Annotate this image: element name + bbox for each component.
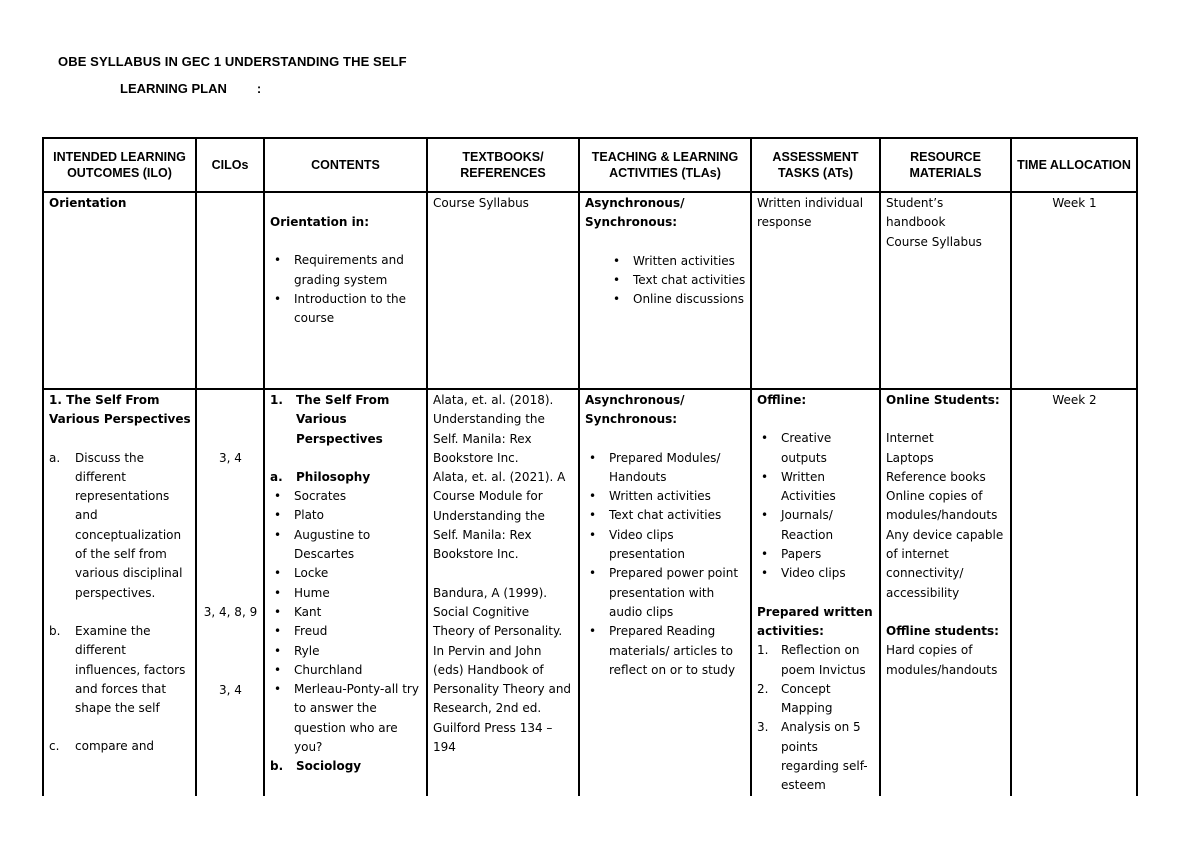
list-item: • Text chat activities bbox=[585, 271, 746, 290]
list-item: 3. Analysis on 5 points regarding self-esteem bbox=[757, 720, 868, 793]
cell-contents bbox=[264, 389, 427, 796]
list-item: • Freud bbox=[270, 622, 422, 641]
list-item: • Socrates bbox=[270, 487, 422, 506]
list-item: Laptops bbox=[886, 450, 934, 465]
header-resources: RESOURCE MATERIALS bbox=[880, 138, 1011, 192]
sociology-heading: b. Sociology bbox=[270, 759, 362, 774]
header-cilos: CILOs bbox=[196, 138, 264, 192]
learning-plan-text: LEARNING PLAN bbox=[120, 81, 227, 96]
tla-heading: Asynchronous/ Synchronous: bbox=[585, 196, 685, 230]
list-item: • Introduction to the course bbox=[270, 290, 422, 329]
philosophy-heading: a. Philosophy bbox=[270, 469, 371, 484]
learning-plan-table bbox=[42, 137, 1138, 796]
cell-resources bbox=[880, 192, 1011, 389]
cell-time: Week 2 bbox=[1011, 389, 1137, 796]
header-ilo: INTENDED LEARNING OUTCOMES (ILO) bbox=[43, 138, 196, 192]
list-item: Hard copies of modules/handouts bbox=[886, 643, 998, 677]
list-item: Reference books bbox=[886, 469, 986, 484]
list-item: • Online discussions bbox=[585, 290, 746, 309]
reference-item: Alata, et. al. (2021). A Course Module for Understanding the Self. Manila: Rex Bookstore Inc. bbox=[433, 470, 566, 562]
list-item: • Text chat activities bbox=[585, 506, 746, 525]
cell-tlas bbox=[579, 192, 751, 389]
written-activities-heading: Prepared written activities: bbox=[757, 604, 873, 638]
contents-heading: 1. The Self From Various Perspectives bbox=[270, 393, 390, 446]
list-item: a. Discuss the different representations and conceptualization of the self from various disciplinal perspectives. bbox=[49, 450, 183, 600]
list-item: • Prepared Reading materials/ articles to reflect on or to study bbox=[585, 622, 746, 680]
contents-heading: Orientation in: bbox=[270, 215, 370, 229]
cell-references bbox=[427, 389, 579, 796]
offline-students-heading: Offline students: bbox=[886, 623, 999, 638]
list-item: Online copies of modules/handouts bbox=[886, 489, 998, 523]
reference-item: Alata, et. al. (2018). Understanding the Self. Manila: Rex Bookstore Inc. bbox=[433, 393, 554, 465]
list-item: • Creative outputs bbox=[757, 429, 875, 468]
list-item: • Written activities bbox=[585, 487, 746, 506]
list-item: Course Syllabus bbox=[886, 234, 982, 249]
list-item: 1. Reflection on poem Invictus bbox=[757, 643, 866, 677]
table-row-self-perspectives bbox=[43, 389, 1137, 796]
cell-assessment bbox=[751, 389, 880, 796]
written-activities-list bbox=[757, 641, 875, 795]
cell-assessment: Written individual response bbox=[751, 192, 880, 389]
cell-ilo: Orientation bbox=[43, 192, 196, 389]
list-item: • Ryle bbox=[270, 642, 422, 661]
list-item: • Written activities bbox=[585, 252, 746, 271]
cell-ilo bbox=[43, 389, 196, 796]
list-item: c. compare and bbox=[49, 739, 155, 754]
header-tlas: TEACHING & LEARNING ACTIVITIES (TLAs) bbox=[579, 138, 751, 192]
assessment-list bbox=[757, 429, 875, 583]
list-item: • Journals/ Reaction bbox=[757, 506, 875, 545]
list-item: Student’s handbook bbox=[886, 196, 946, 230]
cell-resources bbox=[880, 389, 1011, 796]
cell-tlas bbox=[579, 389, 751, 796]
list-item: • Augustine to Descartes bbox=[270, 526, 422, 565]
header-assessment: ASSESSMENT TASKS (ATs) bbox=[751, 138, 880, 192]
header-references: TEXTBOOKS/ REFERENCES bbox=[427, 138, 579, 192]
document-title: OBE SYLLABUS IN GEC 1 UNDERSTANDING THE SELF bbox=[58, 54, 407, 69]
learning-plan-label bbox=[120, 81, 261, 96]
cilo-value: 3, 4, 8, 9 bbox=[203, 605, 258, 620]
list-item: • Plato bbox=[270, 506, 422, 525]
header-row bbox=[43, 138, 1137, 192]
list-item: • Video clips presentation bbox=[585, 526, 746, 565]
table-row-orientation bbox=[43, 192, 1137, 389]
list-item: 2. Concept Mapping bbox=[757, 681, 833, 716]
list-item: • Video clips bbox=[757, 564, 875, 583]
contents-list bbox=[270, 251, 422, 328]
list-item: • Requirements and grading system bbox=[270, 251, 422, 290]
cilo-value: 3, 4 bbox=[219, 451, 242, 465]
ilo-heading: 1. The Self From Various Perspectives bbox=[49, 393, 191, 427]
tla-list bbox=[585, 252, 746, 310]
list-item: • Locke bbox=[270, 564, 422, 583]
list-item: Internet bbox=[886, 431, 934, 446]
learning-plan-colon: : bbox=[256, 81, 262, 96]
list-item: Any device capable of internet connectivity/ accessibility bbox=[886, 527, 1004, 600]
list-item: • Kant bbox=[270, 603, 422, 622]
cell-cilos bbox=[196, 389, 264, 796]
philosophy-list bbox=[270, 487, 422, 757]
cilo-value: 3, 4 bbox=[219, 682, 242, 697]
reference-item: Bandura, A (1999). Social Cognitive Theory of Personality. In Pervin and John (eds) Handbook of Personality Theory and Research, 2nd ed. Guilford Press 134 – 194 bbox=[433, 585, 572, 755]
list-item: • Hume bbox=[270, 584, 422, 603]
cell-references: Course Syllabus bbox=[427, 192, 579, 389]
list-item: • Written Activities bbox=[757, 468, 875, 507]
cell-time: Week 1 bbox=[1011, 192, 1137, 389]
list-item: • Merleau-Ponty-all try to answer the question who are you? bbox=[270, 680, 422, 757]
online-students-heading: Online Students: bbox=[886, 393, 1000, 407]
header-contents: CONTENTS bbox=[264, 138, 427, 192]
list-item: • Prepared power point presentation with audio clips bbox=[585, 564, 746, 622]
tla-list bbox=[585, 449, 746, 681]
list-item: • Churchland bbox=[270, 661, 422, 680]
cell-cilos bbox=[196, 192, 264, 389]
cell-contents bbox=[264, 192, 427, 389]
offline-heading: Offline: bbox=[757, 393, 807, 407]
list-item: • Prepared Modules/ Handouts bbox=[585, 449, 746, 488]
tla-heading: Asynchronous/ Synchronous: bbox=[585, 393, 685, 427]
list-item: • Papers bbox=[757, 545, 875, 564]
header-time: TIME ALLOCATION bbox=[1011, 138, 1137, 192]
list-item: b. Examine the different influences, factors and forces that shape the self bbox=[49, 623, 186, 716]
